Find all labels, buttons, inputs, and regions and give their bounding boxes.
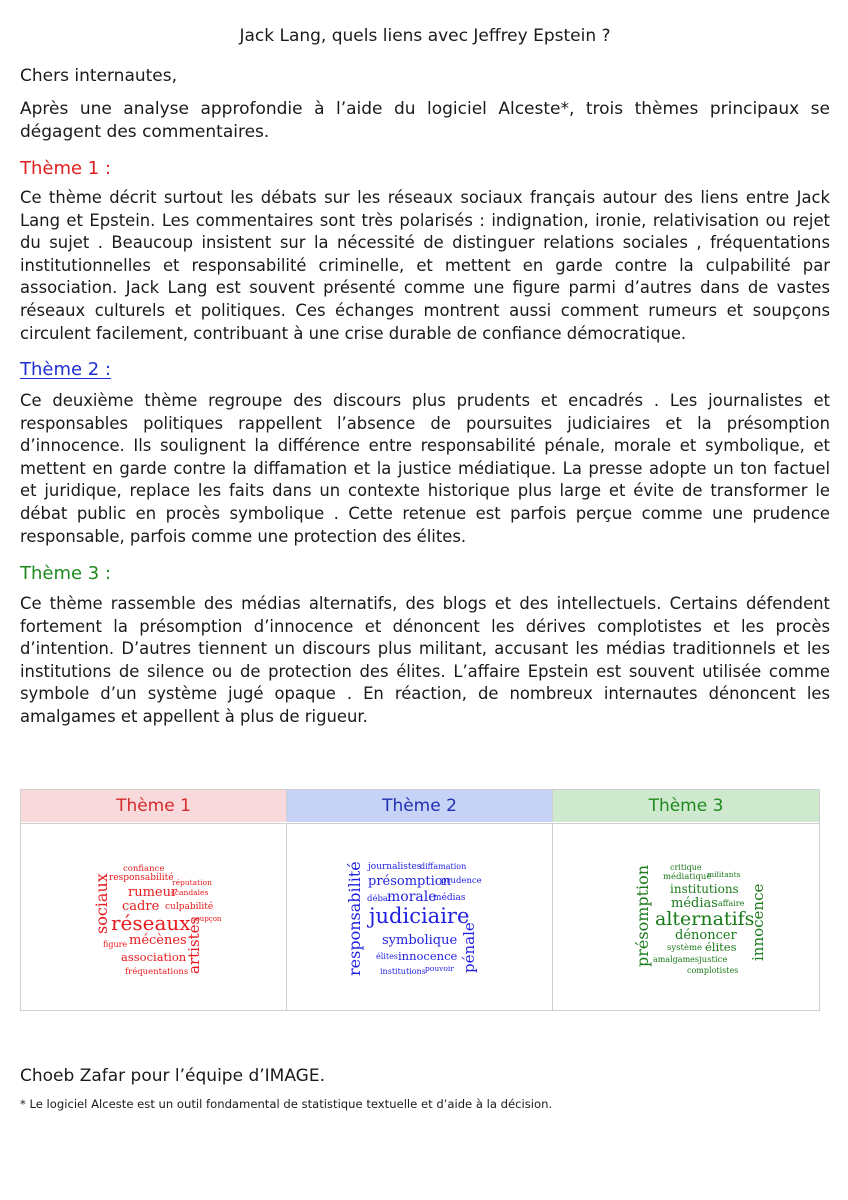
cloud-3-word: dénoncer [675,928,737,943]
table-header-theme-1: Thème 1 [21,790,287,822]
cloud-3-word: présomption [633,864,652,967]
cloud-2-word: élites [376,952,398,961]
cloud-1-word: fréquentations [125,967,189,977]
cloud-1-word: cadre [122,899,160,914]
cloud-2-word: symbolique [382,933,458,948]
word-cloud-2-svg [287,824,552,1010]
word-cloud-3-svg [553,824,818,1010]
word-cloud-cell-theme-1 [21,823,287,1010]
signature: Choeb Zafar pour l’équipe d’IMAGE. [20,1066,325,1086]
cloud-1-word: réputation [172,878,212,887]
theme-3-paragraph: Ce thème rassemble des médias alternatifs, des blogs et des intellectuels. Certains défendent fortement la présomption d’innocence et dénoncent les dérives complotistes et les procès d’intention. D’autres tiennent un discours plus militant, accusant les médias traditionnels et les institutions de silence ou de protection des élites. L’affaire Epstein est souvent utilisée comme symbole d’un système jugé opaque . En réaction, de nombreux internautes dénoncent les amalgames et appellent à plus de rigueur. [20,594,830,726]
cloud-2-word: responsabilité [345,861,364,976]
cloud-3-word: alternatifs [655,908,755,930]
table-header-theme-3: Thème 3 [553,790,819,822]
cloud-3-word: affaire [718,899,745,908]
cloud-1-word: soupçon [192,915,222,923]
footnote: * Le logiciel Alceste est un outil fondamental de statistique textuelle et d’aide à la décision. [20,1097,553,1111]
cloud-1-word: mécènes [129,933,187,948]
cloud-2-word: pouvoir [425,964,454,973]
word-cloud-theme-1 [21,824,286,1010]
cloud-1-word: rumeur [128,885,178,900]
cloud-3-word: militants [707,870,741,879]
cloud-2-word: prudence [441,876,482,886]
cloud-2-word: institutions [380,967,426,976]
cloud-1-word: scandales [171,888,209,897]
theme-3-heading: Thème 3 : [20,563,112,584]
intro-paragraph: Après une analyse approfondie à l’aide du logiciel Alceste*, trois thèmes principaux se dégagent des commentaires. [20,99,830,142]
word-cloud-1-svg [21,824,286,1010]
table-header-theme-2: Thème 2 [287,790,553,822]
cloud-1-word: réseaux [111,911,191,935]
word-cloud-theme-2 [287,824,552,1010]
cloud-1-word: association [121,950,187,964]
cloud-1-word: figure [103,940,128,949]
cloud-2-word: innocence [398,949,458,963]
theme-2-heading: Thème 2 : [20,359,112,380]
cloud-3-word: élites [705,940,737,954]
cloud-3-word: amalgames [653,955,699,964]
cloud-3-word: critique [670,863,702,872]
cloud-1-word: culpabilité [165,902,214,912]
cloud-1-word: responsabilité [109,873,174,883]
word-cloud-theme-3 [553,824,818,1010]
cloud-3-word: innocence [749,883,767,961]
cloud-3-word: système [667,943,703,953]
theme-1-heading: Thème 1 : [20,158,112,179]
page-title: Jack Lang, quels liens avec Jeffrey Epstein ? [239,26,611,46]
cloud-2-word: diffamation [420,862,467,871]
cloud-2-word: médias [433,893,466,903]
cloud-1-word: sociaux [92,873,111,934]
word-cloud-table [20,789,820,1011]
word-cloud-cell-theme-3 [553,823,819,1010]
word-cloud-cell-theme-2 [287,823,553,1010]
cloud-2-word: pénale [460,922,478,973]
cloud-3-word: complotistes [687,966,739,975]
cloud-3-word: médias [671,896,718,911]
cloud-2-word: présomption [368,874,451,889]
cloud-2-word: judiciaire [369,904,470,928]
cloud-2-word: journalistes [368,862,422,872]
theme-1-paragraph: Ce thème décrit surtout les débats sur les réseaux sociaux français autour des liens entre Jack Lang et Epstein. Les commentaires sont très polarisés : indignation, ironie, relativisation ou rejet du sujet . Beaucoup insistent sur la nécessité de distinguer relations sociales , fréquentations institutionnelles et responsabilité criminelle, et mettent en garde contre la culpabilité par association. Jack Lang est souvent présenté comme une figure parmi d’autres dans de vastes réseaux culturels et politiques. Ces échanges montrent aussi comment rumeurs et soupçons circulent facilement, contribuant à une crise durable de confiance démocratique. [20,188,830,343]
cloud-1-word: confiance [123,864,165,874]
theme-2-paragraph: Ce deuxième thème regroupe des discours plus prudents et encadrés . Les journalistes et responsables politiques rappellent l’absence de poursuites judiciaires et la présomption d’innocence. Ils soulignent la différence entre responsabilité pénale, morale et symbolique, et mettent en garde contre la diffamation et la justice médiatique. La presse adopte un ton factuel et juridique, replace les faits dans un contexte historique plus large et évite de transformer le débat public en procès symbolique . Cette retenue est parfois perçue comme une prudence responsable, parfois comme une protection des élites. [20,391,830,546]
salutation: Chers internautes, [20,66,178,86]
cloud-2-word: morale [387,889,437,905]
cloud-3-word: justice [699,955,728,965]
cloud-1-word: artistes [185,916,203,974]
cloud-2-word: débat [367,894,392,904]
cloud-3-word: institutions [670,882,739,896]
cloud-3-word: médiatique [663,872,712,882]
